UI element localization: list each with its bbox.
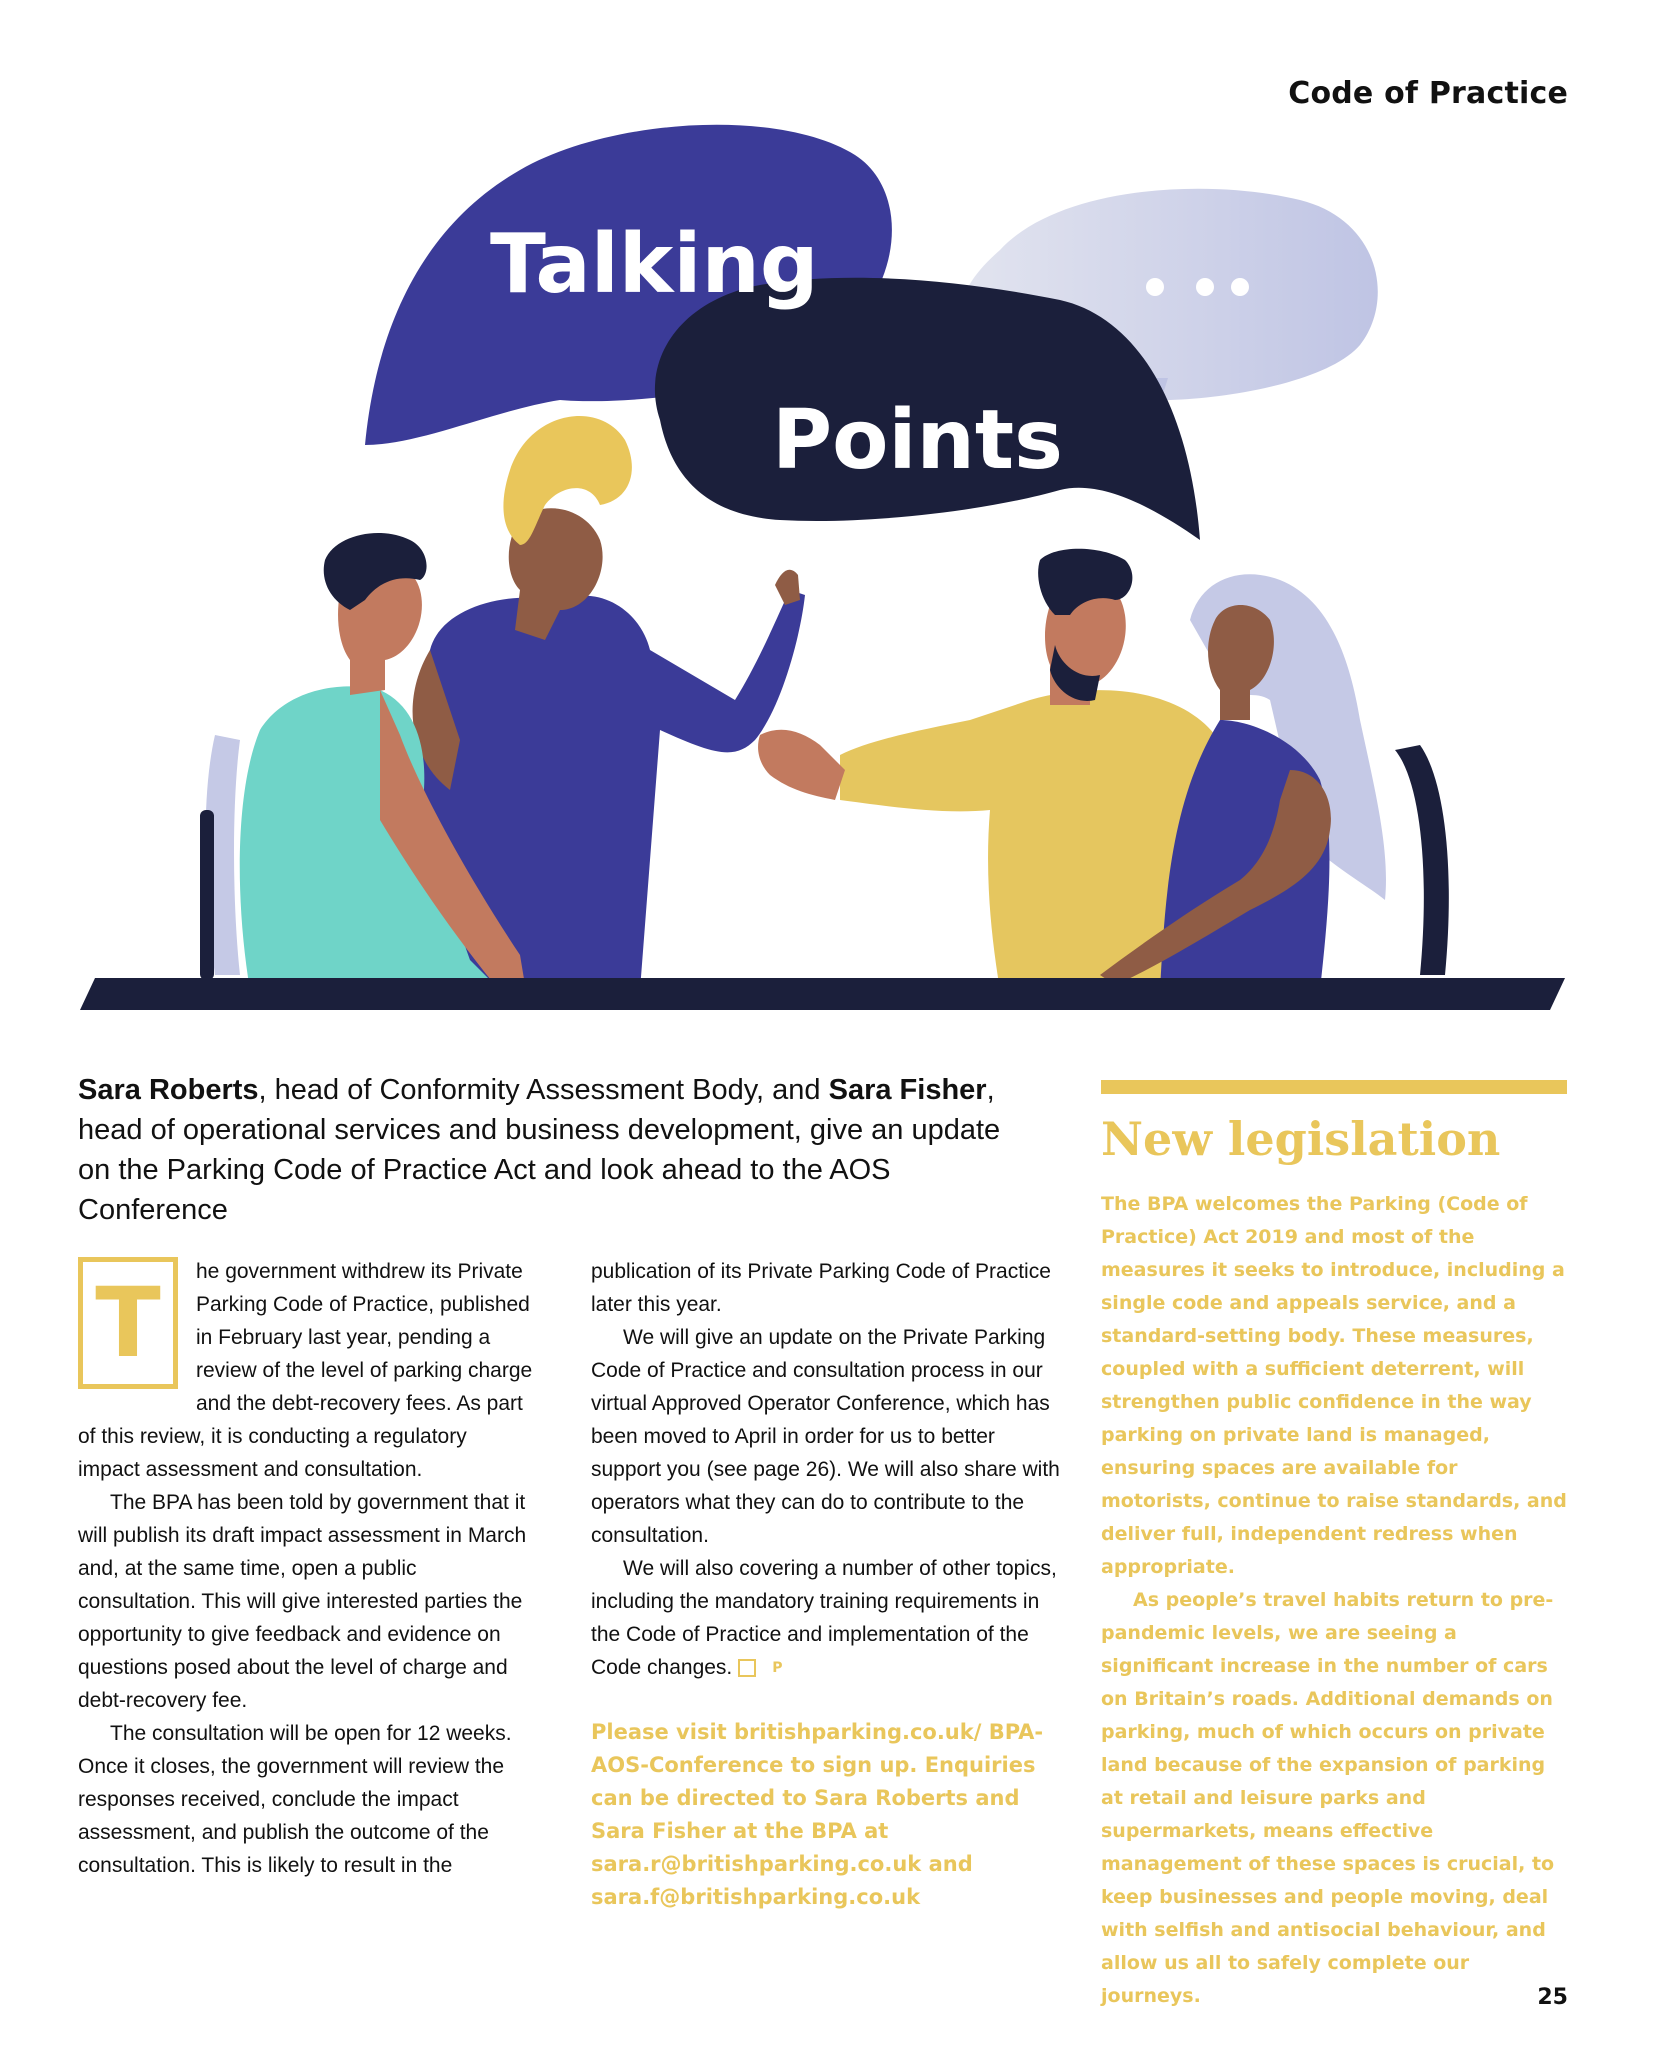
sidebar-title: New legislation xyxy=(1101,1112,1501,1166)
sidebar-paragraph-1: The BPA welcomes the Parking (Code of Practice) Act 2019 and most of the measures it seeks to introduce, including a single code and appeals service, and a standard-setting body. These measures, coupled with a sufficient deterrent, will strengthen public confidence in the way parking on private land is managed, ensuring spaces are available for motorists, continue to raise standards, and deliver full, independent redress when appropriate. xyxy=(1101,1193,1567,1578)
sidebar-body xyxy=(1101,1188,1571,2013)
parking-end-mark-icon: P xyxy=(738,1659,756,1677)
hero-title-points: Points xyxy=(772,393,1063,488)
intro-text-2: , head of operational services and business development, give an update on the Parking Code of Practice Act and look ahead to the AOS Conference xyxy=(78,1074,1001,1226)
article-paragraph-4: publication of its Private Parking Code of Practice later this year. xyxy=(591,1260,1051,1316)
section-label: Code of Practice xyxy=(1288,76,1568,111)
article-paragraph-1: he government withdrew its Private Parking Code of Practice, published in February last year, pending a review of the level of parking charge and the debt-recovery fees. As part of this review, it is conducting a regulatory impact assessment and consultation. xyxy=(78,1260,533,1481)
article-intro xyxy=(78,1070,1038,1230)
page-number: 25 xyxy=(1537,1985,1568,2010)
right-chair xyxy=(1395,745,1449,975)
call-to-action xyxy=(591,1716,1061,1914)
email-sara-fisher-link[interactable]: sara.f@britishparking.co.uk xyxy=(591,1885,921,1909)
cta-text-2: to sign up. Enquiries can be directed to Sara Roberts and Sara Fisher at the BPA at xyxy=(591,1753,1036,1843)
article-paragraph-5: We will give an update on the Private Parking Code of Practice and consultation process in our virtual Approved Operator Conference, which has been moved to April in order for us to better support you (see page 26). We will also share with operators what they can do to contribute to the consultation. xyxy=(591,1326,1060,1547)
cta-text-1: Please visit xyxy=(591,1720,734,1744)
left-chair xyxy=(200,735,240,980)
sidebar-paragraph-2: As people’s travel habits return to pre-pandemic levels, we are seeing a significant increase in the number of cars on Britain’s roads. Additional demands on parking, much of which occurs on private land because of the expansion of parking at retail and leisure parks and supermarkets, means effective management of these spaces is crucial, to keep businesses and people moving, deal with selfish and antisocial behaviour, and allow us all to safely complete our journeys. xyxy=(1101,1589,1555,2007)
intro-text-1: , head of Conformity Assessment Body, and xyxy=(258,1074,829,1106)
email-sara-roberts-link[interactable]: sara.r@britishparking.co.uk xyxy=(591,1852,922,1876)
author-name-2: Sara Fisher xyxy=(828,1074,987,1106)
article-column-1 xyxy=(78,1255,533,1882)
sidebar-rule xyxy=(1101,1080,1567,1094)
table-surface xyxy=(80,978,1565,1010)
cta-text-3: and xyxy=(921,1852,973,1876)
conference-link[interactable]: britishparking.co.uk/ BPA-AOS-Conference xyxy=(591,1720,1044,1777)
article-paragraph-6 xyxy=(591,1552,1061,1684)
author-name-1: Sara Roberts xyxy=(78,1074,259,1106)
hero-title-talking: Talking xyxy=(490,217,819,312)
article-paragraph-6-text: We will also covering a number of other topics, including the mandatory training requirements in the Code of Practice and implementation of the Code changes. xyxy=(591,1557,1057,1679)
hero-illustration xyxy=(0,0,1654,1010)
drop-cap: T xyxy=(78,1257,178,1389)
article-column-2 xyxy=(591,1255,1061,1914)
article-paragraph-2: The BPA has been told by government that it will publish its draft impact assessment in March and, at the same time, open a public consultation. This will give interested parties the opportunity to give feedback and evidence on questions posed about the level of charge and debt-recovery fee. xyxy=(78,1491,527,1712)
article-paragraph-3: The consultation will be open for 12 weeks. Once it closes, the government will review the responses received, conclude the impact assessment, and publish the outcome of the consultation. This is likely to result in the xyxy=(78,1722,512,1877)
